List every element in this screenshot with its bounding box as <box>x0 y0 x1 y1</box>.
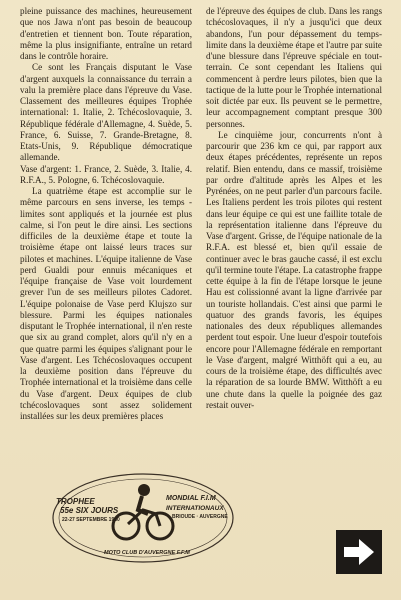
logo-text-six-jours: 55e SIX JOURS <box>60 506 119 515</box>
right-paragraph-1: de l'épreuve des équipes de club. Dans les rangs tchécoslovaques, il n'y a jusqu'ici que deux abandons, l'un pour dépassement du temps-limite dans la deuxième étape et l'autre par suite d'une blessure dans l'épreuve spéciale en tout-terrain. Ce sont cependant les Italiens qui commencent à perdre leurs pilotes, bien que la tactique de la lutte pour le Trophée international soit dictée par eux. Ils peuvent se le permettre, leur accompagnement comptant presque 300 personnes. <box>206 6 382 129</box>
left-paragraph-3: Vase d'argent: 1. France, 2. Suède, 3. Italie, 4. R.F.A., 5. Pologne, 6. Tchécoslovaquie. <box>20 163 192 185</box>
logo-text-internationaux: INTERNATIONAUX <box>166 505 224 512</box>
left-paragraph-4: La quatrième étape est accomplie sur le même parcours en sens inverse, les temps -limites sont appliqués et la journée est plus calme, si l'on peut le dire ainsi. Les sections difficiles de la deuxième étape et toute la troisième étape ont laissé leurs traces sur pilotes et machines. L'équipe italienne de Vase perd Gualdi pour ennuis mécaniques et l'équipe française de Vase voit lourdement grever l'un de ses meilleurs pilotes Cadoret. L'équipe polonaise de Vase perd Klujszo sur blessure. Parmi les équipes nationales disputant le Trophée international, il n'en reste que six au grand complet, alors qu'il n'y en a que quatre parmi les équipes s'alignant pour le Vase d'argent. Les Tchécoslovaques occupent la deuxième position dans l'épreuve du Trophée international et la troisième dans celle du Vase d'argent. Deux équipes de club tchécoslovaques sont assez solidement installées sur les deux premières places <box>20 186 192 421</box>
logo-text-moto-club: MOTO CLUB D'AUVERGNE F.F.M <box>104 550 190 556</box>
arrow-right-icon <box>342 537 376 567</box>
logo-text-brioude: BRIOUDE · AUVERGNE <box>172 514 228 520</box>
motorcycle-rider-icon <box>48 468 238 568</box>
right-paragraph-2: Le cinquième jour, concurrents n'ont à parcourir que 236 km ce qui, par rapport aux deux étapes précédentes, représente un repos relatif. Bien entendu, dans ce massif, troisième par ordre d'altitude après les Alpes et les Pyrénées, on ne peut parler d'un parcours facile. Les Italiens perdent les trois pilotes qui restent dans leur équipe ce qui est une faillite totale de la représentation italienne dans l'épreuve du Vase d'argent. Grisse, de l'équipe nationale de la R.F.A. est blessé et, bien qu'il essaie de continuer avec le bras gauche cassé, il est exclu qu'il termine toute l'étape. La catastrophe frappe cette équipe à la fin de l'étape lorsque le jeune Hau est colissionné avant la ligne d'arrivée par un touriste hollandais. C'est ainsi que parmi le quatuor des grands favoris, les équipes nationales des deux républiques allemandes perdent tout espoir. Une lueur d'espoir toutefois encore pour l'Allemagne fédérale en remportant le Vase d'argent, malgré Witthöft qui a eu, au cours de la troisième étape, des difficultés avec la réparation de sa lourde BMW. Witthöft a eu une chute dans la quelle la poignée des gaz restait ouver- <box>206 129 382 410</box>
six-days-emblem <box>48 468 238 568</box>
left-text-column <box>20 6 192 422</box>
logo-text-trophee: TROPHEE <box>56 497 95 506</box>
right-text-column <box>206 6 382 411</box>
logo-text-dates: 22-27 SEPTEMBRE 1980 <box>62 517 120 523</box>
left-paragraph-1: pleine puissance des machines, heureusement que nos Jawa n'ont pas besoin de beaucoup d'entretien et tiennent bon. Toute réparation, même la plus insignifiante, entraîne un retard dans le contrôle horaire. <box>20 6 192 61</box>
left-paragraph-2: Ce sont les Français disputant le Vase d'argent auxquels la connaissance du terrain a valu la première place dans l'épreuve du Vase. Classement des meilleures équipes Trophée international: 1. Italie, 2. Tchécoslovaquie, 3. République fédérale d'Allemagne, 4. Suède, 5. France, 6. Suisse, 7. Grande-Bretagne, 8. Etats-Unis, 9. République démocratique allemande. <box>20 62 192 163</box>
logo-text-mondial: MONDIAL F.I.M <box>166 495 216 502</box>
next-page-button[interactable] <box>336 530 382 574</box>
